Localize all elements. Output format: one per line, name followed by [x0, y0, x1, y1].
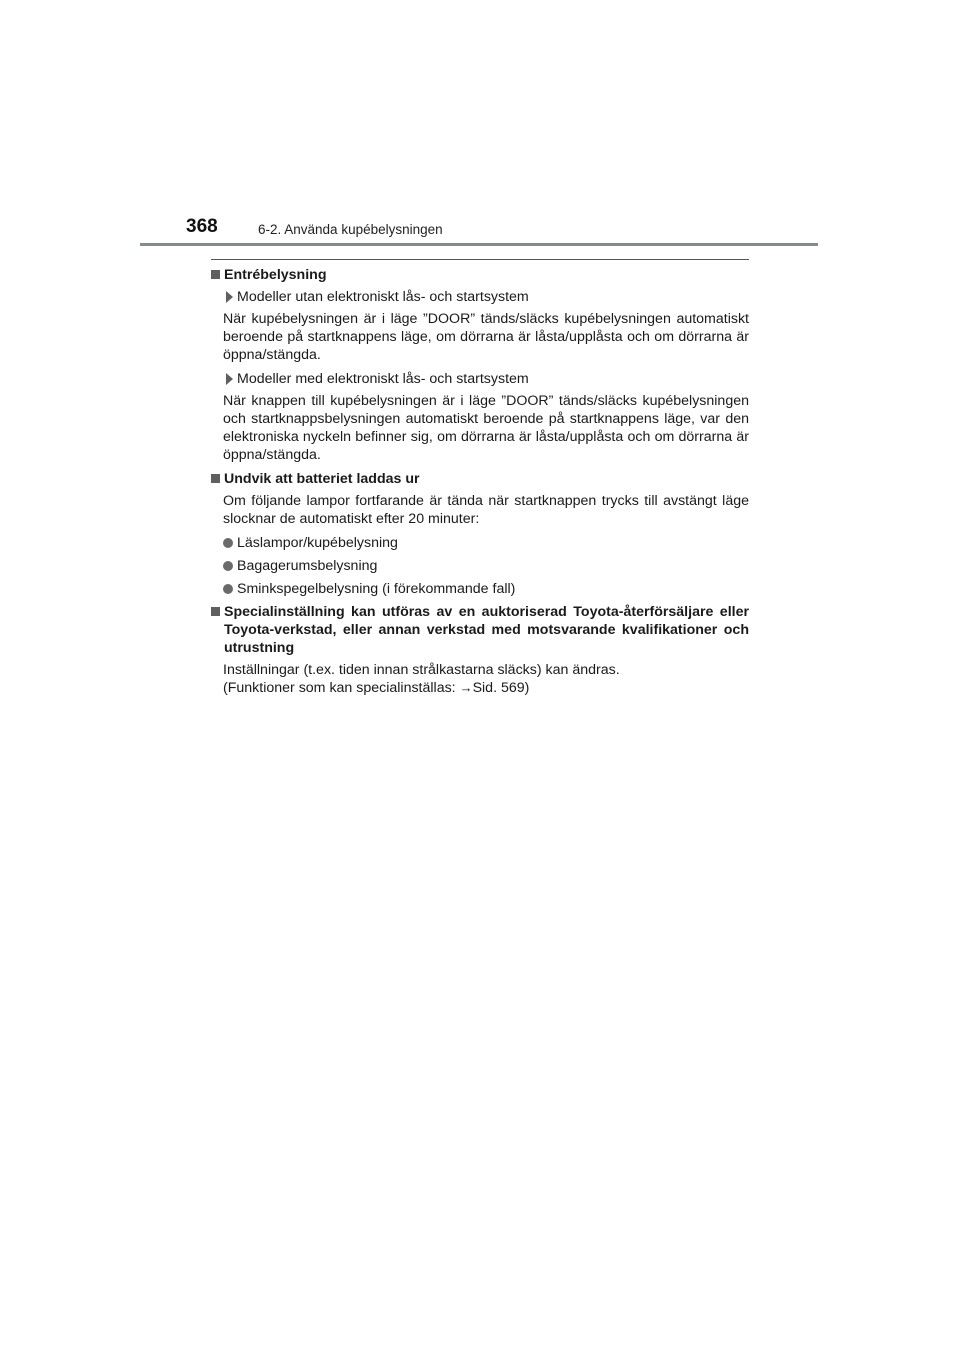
- triangle-bullet-icon: [226, 373, 233, 385]
- heading-text: Undvik att batteriet laddas ur: [224, 471, 420, 487]
- content-rule: [211, 259, 749, 260]
- heading-customization: [211, 603, 749, 657]
- circle-bullet-icon: [223, 538, 233, 548]
- subheading-text: Modeller utan elektroniskt lås- och startsystem: [237, 289, 529, 305]
- subheading-text: Modeller med elektroniskt lås- och startsystem: [237, 371, 529, 387]
- paragraph-line: Inställningar (t.ex. tiden innan strålkastarna släcks) kan ändras.: [223, 662, 620, 678]
- list-item: [223, 534, 749, 552]
- heading-entrebelysning: [211, 266, 749, 284]
- square-bullet-icon: [211, 474, 220, 483]
- list-item: [223, 557, 749, 575]
- paragraph: När kupébelysningen är i läge ”DOOR” tänds/släcks kupébelysningen automatiskt beroende på startknappens läge, om dörrarna är låsta/upplåsta och om dörrarna är öppna/stängda.: [223, 311, 749, 363]
- paragraph: [223, 661, 749, 697]
- list-item-text: Läslampor/kupébelysning: [237, 535, 398, 551]
- arrow-right-icon: →: [459, 680, 473, 695]
- circle-bullet-icon: [223, 584, 233, 594]
- header-rule: [140, 243, 818, 246]
- paragraph: Om följande lampor fortfarande är tända när startknappen trycks till avstängt läge slocknar de automatiskt efter 20 minuter:: [223, 493, 749, 527]
- list-item-text: Sminkspegelbelysning (i förekommande fall): [237, 581, 516, 597]
- paragraph-line: [223, 679, 749, 697]
- subheading-without-smart-key: [226, 288, 749, 306]
- heading-battery: [211, 470, 749, 488]
- square-bullet-icon: [211, 607, 220, 616]
- triangle-bullet-icon: [226, 291, 233, 303]
- list-item-text: Bagagerumsbelysning: [237, 558, 378, 574]
- circle-bullet-icon: [223, 561, 233, 571]
- page-number: 368: [186, 216, 218, 237]
- heading-text: Entrébelysning: [224, 267, 327, 283]
- paragraph: När knappen till kupébelysningen är i läge ”DOOR” tänds/släcks kupébelysningen och startknappsbelysningen automatiskt beroende på startknappens läge, var den elektroniska nyckeln befinner sig, om dörrarna är låsta/upplåsta och om dörrarna är öppna/stängda.: [223, 393, 749, 463]
- content-area: [211, 266, 749, 703]
- page-reference-link[interactable]: Sid. 569): [472, 680, 530, 696]
- subheading-with-smart-key: [226, 370, 749, 388]
- list-item: [223, 580, 749, 598]
- reference-prefix: (Funktioner som kan specialinställas:: [223, 680, 460, 696]
- section-title: 6-2. Använda kupébelysningen: [258, 222, 443, 237]
- square-bullet-icon: [211, 270, 220, 279]
- heading-text: Specialinställning kan utföras av en auktoriserad Toyota-återförsäljare eller Toyota-verkstad, eller annan verkstad med motsvarande kvalifikationer och utrustning: [224, 604, 749, 656]
